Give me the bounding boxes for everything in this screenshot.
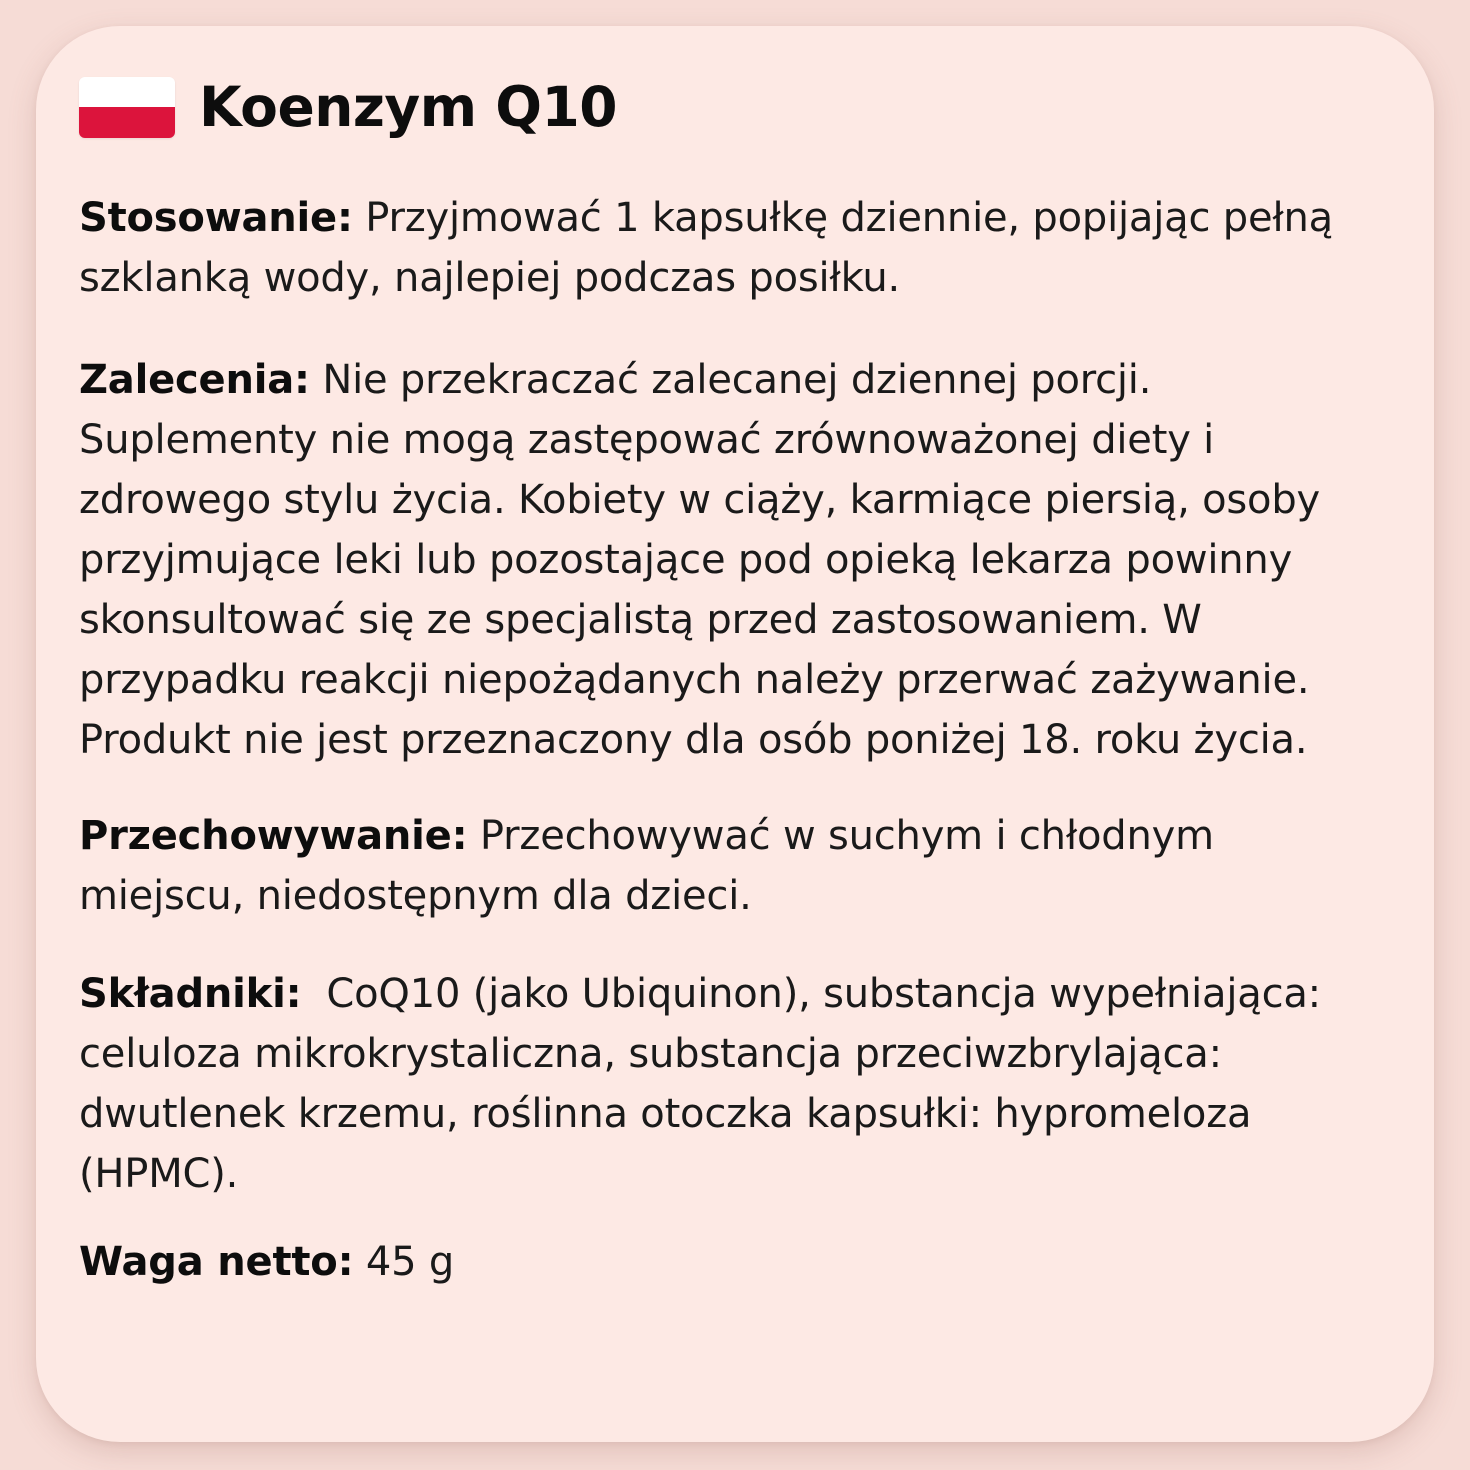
section-usage — [79, 188, 1390, 308]
section-text: Przyjmować 1 kapsułkę dziennie, popijając pełną szklanką wody, najlepiej podczas posiłku. — [79, 195, 1333, 301]
section-net-weight — [79, 1232, 1390, 1292]
title-row — [79, 52, 1390, 162]
section-label: Waga netto: — [79, 1239, 354, 1285]
product-title: Koenzym Q10 — [199, 75, 618, 139]
product-info-card — [36, 26, 1434, 1442]
section-text: CoQ10 (jako Ubiquinon), substancja wypełniająca: celuloza mikrokrystaliczna, substancja przeciwzbrylająca: dwutlenek krzemu, roślinna otoczka kapsułki: hypromeloza (HPMC). — [79, 971, 1334, 1197]
section-storage — [79, 806, 1390, 926]
section-label: Składniki: — [79, 971, 302, 1017]
section-label: Stosowanie: — [79, 195, 353, 241]
section-label: Przechowywanie: — [79, 813, 468, 859]
section-text: Nie przekraczać zalecanej dziennej porcji. Suplementy nie mogą zastępować zrównoważonej diety i zdrowego stylu życia. Kobiety w ciąży, karmiące piersią, osoby przyjmujące leki lub pozostające pod opieką lekarza powinny skonsultować się ze specjalistą przed zastosowaniem. W przypadku reakcji niepożądanych należy przerwać zażywanie. Produkt nie jest przeznaczony dla osób poniżej 18. roku życia. — [79, 357, 1320, 763]
section-text: 45 g — [353, 1239, 455, 1285]
section-label: Zalecenia: — [79, 357, 310, 403]
poland-flag-icon — [79, 77, 175, 138]
section-recommendations — [79, 350, 1390, 770]
section-text: Przechowywać w suchym i chłodnym miejscu, niedostępnym dla dzieci. — [79, 813, 1214, 919]
section-ingredients — [79, 964, 1390, 1204]
